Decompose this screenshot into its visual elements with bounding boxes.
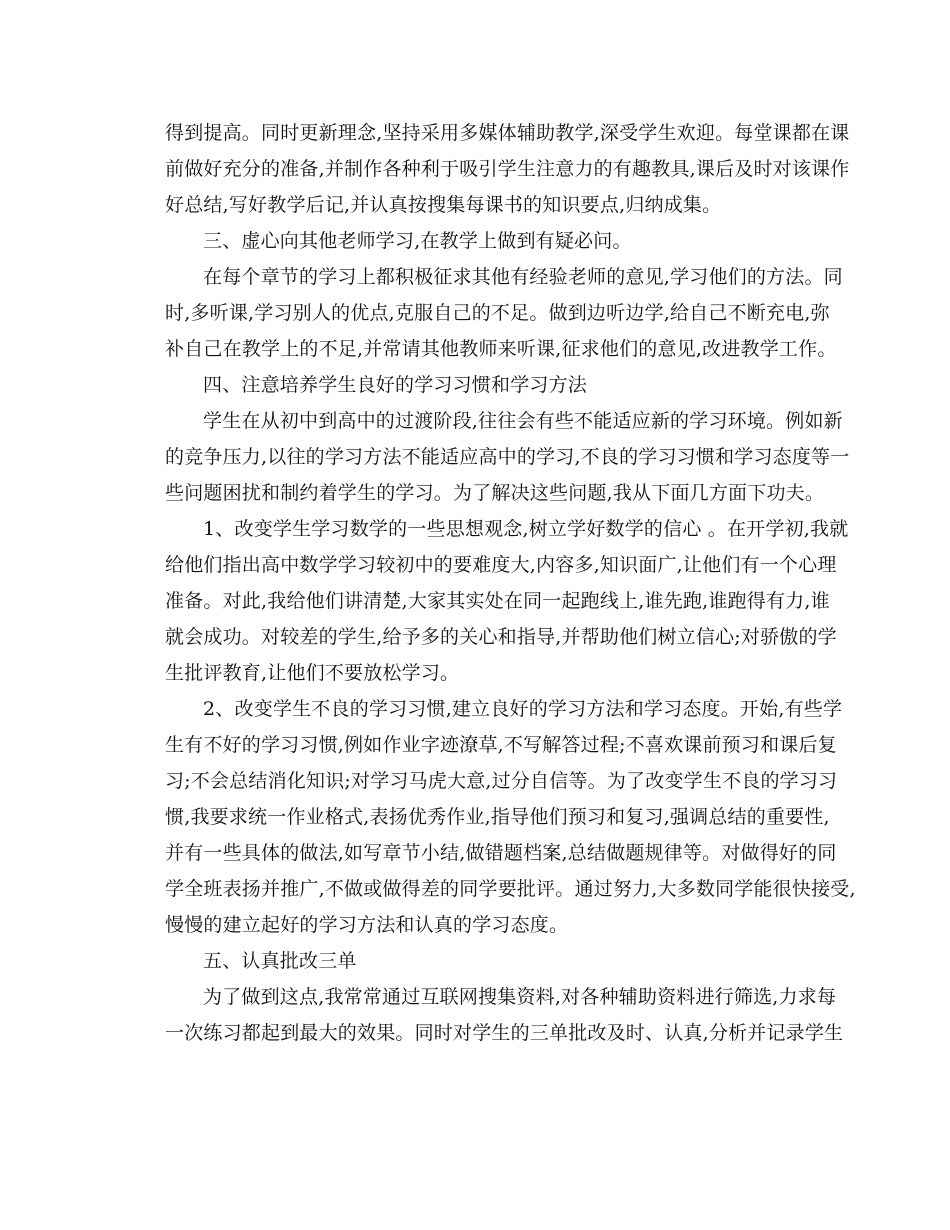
text-line: 准备。对此,我给他们讲清楚,大家其实处在同一起跑线上,谁先跑,谁跑得有力,谁: [165, 590, 830, 612]
text-line: 学生在从初中到高中的过渡阶段,往往会有些不能适应新的学习环境。例如新: [203, 410, 843, 432]
text-line: 一次练习都起到最大的效果。同时对学生的三单批改及时、认真,分析并记录学生: [165, 1022, 844, 1044]
text-line: 习;不会总结消化知识;对学习马虎大意,过分自信等。为了改变学生不良的学习习: [165, 770, 838, 792]
text-line: 前做好充分的准备,并制作各种利于吸引学生注意力的有趣教具,课后及时对该课作: [165, 158, 850, 180]
section-heading: 五、认真批改三单: [203, 950, 357, 972]
text-line: 些问题困扰和制约着学生的学习。为了解决这些问题,我从下面几方面下功夫。: [165, 482, 825, 504]
text-line: 的竞争压力,以往的学习方法不能适应高中的学习,不良的学习习惯和学习态度等一: [165, 446, 850, 468]
text-line: 为了做到这点,我常常通过互联网搜集资料,对各种辅助资料进行筛选,力求每: [203, 986, 837, 1008]
text-line: 生批评教育,让他们不要放松学习。: [165, 662, 460, 684]
section-heading: 四、注意培养学生良好的学习习惯和学习方法: [203, 374, 588, 396]
text-line: 时,多听课,学习别人的优点,克服自己的不足。做到边听边学,给自己不断充电,弥: [165, 302, 830, 324]
text-line: 惯,我要求统一作业格式,表扬优秀作业,指导他们预习和复习,强调总结的重要性,: [165, 806, 830, 828]
text-line: 就会成功。对较差的学生,给予多的关心和指导,并帮助他们树立信心;对骄傲的学: [165, 626, 837, 648]
text-line: 学全班表扬并推广,不做或做得差的同学要批评。通过努力,大多数同学能很快接受,: [165, 878, 856, 900]
text-line: 并有一些具体的做法,如写章节小结,做错题档案,总结做题规律等。对做得好的同: [165, 842, 837, 864]
section-heading: 三、虚心向其他老师学习,在教学上做到有疑必问。: [203, 230, 632, 252]
text-line: 好总结,写好教学后记,并认真按搜集每课书的知识要点,归纳成集。: [165, 194, 722, 216]
text-line: 2、改变学生不良的学习习惯,建立良好的学习方法和学习态度。开始,有些学: [203, 698, 843, 720]
text-line: 1、改变学生学习数学的一些思想观念,树立学好数学的信心 。在开学初,我就: [203, 518, 849, 540]
text-line: 得到提高。同时更新理念,坚持采用多媒体辅助教学,深受学生欢迎。每堂课都在课: [165, 122, 850, 144]
text-line: 在每个章节的学习上都积极征求其他有经验老师的意见,学习他们的方法。同: [203, 266, 843, 288]
text-line: 生有不好的学习习惯,例如作业字迹潦草,不写解答过程;不喜欢课前预习和课后复: [165, 734, 837, 756]
text-line: 补自己在教学上的不足,并常请其他教师来听课,征求他们的意见,改进教学工作。: [165, 338, 837, 360]
text-line: 给他们指出高中数学学习较初中的要难度大,内容多,知识面广,让他们有一个心理: [165, 554, 837, 576]
text-line: 慢慢的建立起好的学习方法和认真的学习态度。: [165, 914, 569, 936]
